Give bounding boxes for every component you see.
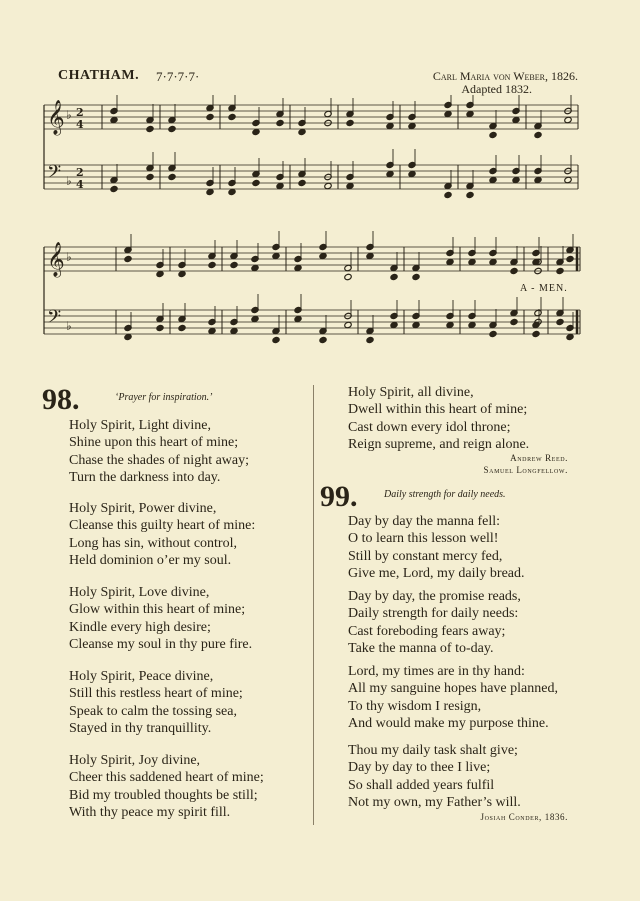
notehead: [556, 267, 564, 274]
verse-line: Cheer this saddened heart of mine;: [69, 770, 264, 786]
notehead: [252, 128, 260, 135]
time-signature-top: 2: [76, 166, 84, 179]
notehead: [272, 252, 280, 259]
notehead: [532, 330, 540, 337]
stanza: [69, 417, 249, 486]
notehead: [408, 122, 416, 129]
notehead: [178, 324, 186, 331]
author-name: Samuel Longfellow.: [483, 465, 568, 475]
notehead: [251, 264, 259, 271]
verse-line: Take the manna of to-day.: [348, 640, 494, 656]
bass-clef-icon: 𝄢: [47, 307, 62, 332]
stanza: [69, 500, 255, 569]
stanza: [348, 742, 521, 811]
flat-icon: ♭: [66, 174, 72, 188]
verse-line: To thy wisdom I resign,: [348, 698, 482, 714]
flat-icon: ♭: [66, 108, 72, 122]
verse-line: Reign supreme, and reign alone.: [348, 436, 530, 452]
notehead: [489, 131, 497, 138]
notehead: [228, 188, 236, 195]
notehead: [564, 176, 572, 183]
verse-line: O to learn this lesson well!: [348, 531, 499, 547]
notehead: [208, 261, 216, 268]
tune-adapted: Adapted 1832.: [461, 82, 532, 96]
author-name: Andrew Reed.: [510, 453, 568, 463]
notehead: [408, 170, 416, 177]
notehead: [344, 321, 352, 328]
notehead: [468, 258, 476, 265]
author-name: Josiah Conder, 1836.: [480, 812, 568, 822]
hymn-authors: [484, 452, 568, 476]
notehead: [156, 270, 164, 277]
notehead: [298, 128, 306, 135]
verse-line: Lord, my times are in thy hand:: [348, 664, 525, 679]
verse-line: Thou my daily task shalt give;: [348, 743, 518, 758]
notehead: [346, 182, 354, 189]
notehead: [276, 182, 284, 189]
notehead: [346, 119, 354, 126]
verse-line: Long has sin, without control,: [69, 535, 237, 551]
column-divider: [313, 385, 314, 825]
notehead: [146, 173, 154, 180]
stanza: [348, 513, 525, 582]
notehead: [298, 179, 306, 186]
verse-line: All my sanguine hopes have planned,: [348, 681, 558, 697]
notehead: [124, 255, 132, 262]
flat-icon: ♭: [66, 250, 72, 264]
notehead: [168, 173, 176, 180]
verse-line: Daily strength for daily needs:: [348, 606, 519, 622]
verse-line: Bid my troubled thoughts be still;: [69, 787, 258, 803]
time-signature-bottom: 4: [76, 118, 84, 131]
music-score: [40, 95, 585, 355]
notehead: [564, 116, 572, 123]
notehead: [206, 113, 214, 120]
verse-line: Holy Spirit, Love divine,: [69, 585, 210, 600]
notehead: [208, 327, 216, 334]
verse-line: Not my own, my Father’s will.: [348, 794, 521, 810]
stanza: [348, 384, 529, 453]
notehead: [319, 336, 327, 343]
verse-line: Shine upon this heart of mine;: [69, 435, 239, 451]
verse-line: Still by constant mercy fed,: [348, 548, 503, 564]
verse-line: Kindle every high desire;: [69, 619, 211, 635]
verse-line: Day by day, the promise reads,: [348, 589, 521, 604]
tune-composer: Carl Maria von Weber, 1826.: [432, 69, 578, 83]
notehead: [319, 252, 327, 259]
notehead: [206, 188, 214, 195]
notehead: [156, 324, 164, 331]
notehead: [566, 255, 574, 262]
tune-header: [58, 68, 588, 98]
notehead: [230, 261, 238, 268]
notehead: [272, 336, 280, 343]
verse-line: Speak to calm the tossing sea,: [69, 703, 237, 719]
tune-name: CHATHAM.: [58, 68, 140, 83]
notehead: [444, 110, 452, 117]
notehead: [110, 116, 118, 123]
verse-line: Cast down every idol throne;: [348, 419, 511, 435]
flat-icon: ♭: [66, 319, 72, 333]
notehead: [276, 119, 284, 126]
notehead: [324, 182, 332, 189]
verse-line: With thy peace my spirit fill.: [69, 804, 231, 820]
notehead: [444, 191, 452, 198]
notehead: [386, 122, 394, 129]
notehead: [510, 267, 518, 274]
verse-line: So shall added years fulfil: [348, 777, 495, 793]
notehead: [366, 252, 374, 259]
amen-lyric: A - MEN.: [520, 283, 568, 294]
verse-line: Chase the shades of night away;: [69, 452, 250, 468]
notehead: [466, 110, 474, 117]
hymn-number: 99.: [320, 480, 358, 513]
verse-line: Stayed in thy tranquillity.: [69, 720, 212, 736]
treble-clef-icon: 𝄞: [47, 100, 65, 135]
notehead: [446, 258, 454, 265]
hymn-number: 98.: [42, 383, 80, 416]
verse-line: Cleanse this guilty heart of mine:: [69, 518, 256, 534]
verse-line: Holy Spirit, Power divine,: [69, 501, 217, 516]
notehead: [534, 131, 542, 138]
hymn-authors: [480, 811, 568, 823]
stanza: [69, 752, 264, 821]
notehead: [466, 191, 474, 198]
verse-line: Dwell within this heart of mine;: [348, 402, 528, 418]
treble-clef-icon: 𝄞: [47, 242, 65, 277]
notehead: [468, 321, 476, 328]
verse-line: Day by day the manna fell:: [348, 514, 501, 529]
notehead: [386, 170, 394, 177]
bass-clef-icon: 𝄢: [47, 162, 62, 187]
tune-meter: 7·7·7·7·: [156, 69, 200, 84]
verse-line: Held dominion o’er my soul.: [69, 552, 232, 568]
notehead: [512, 176, 520, 183]
notehead: [294, 315, 302, 322]
time-signature-bottom: 4: [76, 178, 84, 191]
verse-line: Glow within this heart of mine;: [69, 602, 246, 618]
notehead: [489, 258, 497, 265]
stanza: [348, 663, 558, 732]
notehead: [168, 125, 176, 132]
hymn-title: ‘Prayer for inspiration.’: [115, 392, 213, 403]
stanza: [69, 668, 243, 737]
hymn-title: Daily strength for daily needs.: [384, 489, 506, 500]
verse-line: Cleanse my soul in thy pure fire.: [69, 636, 253, 652]
notehead: [534, 176, 542, 183]
notehead: [446, 321, 454, 328]
notehead: [110, 185, 118, 192]
stanza: [348, 588, 521, 657]
notehead: [251, 315, 259, 322]
notehead: [412, 273, 420, 280]
notehead: [412, 321, 420, 328]
notehead: [489, 330, 497, 337]
notehead: [146, 125, 154, 132]
notehead: [294, 264, 302, 271]
notehead: [344, 273, 352, 280]
verse-line: Give me, Lord, my daily bread.: [348, 565, 525, 581]
notehead: [178, 270, 186, 277]
verse-line: Still this restless heart of mine;: [69, 686, 243, 702]
verse-line: Holy Spirit, Light divine,: [69, 418, 211, 433]
stanza: [69, 584, 252, 653]
notehead: [556, 318, 564, 325]
time-signature-top: 2: [76, 106, 84, 119]
notehead: [489, 176, 497, 183]
notehead: [390, 273, 398, 280]
verse-line: Day by day to thee I live;: [348, 760, 491, 776]
verse-line: And would make my purpose thine.: [348, 715, 549, 731]
notehead: [390, 321, 398, 328]
verse-line: Cast foreboding fears away;: [348, 623, 506, 639]
verse-line: Turn the darkness into day.: [69, 469, 221, 485]
notehead: [512, 116, 520, 123]
notehead: [228, 113, 236, 120]
verse-line: Holy Spirit, Peace divine,: [69, 669, 214, 684]
notehead: [252, 179, 260, 186]
notehead: [366, 336, 374, 343]
notehead: [566, 333, 574, 340]
verse-line: Holy Spirit, all divine,: [348, 385, 474, 400]
notehead: [124, 333, 132, 340]
verse-line: Holy Spirit, Joy divine,: [69, 753, 201, 768]
notehead: [230, 327, 238, 334]
notehead: [510, 318, 518, 325]
